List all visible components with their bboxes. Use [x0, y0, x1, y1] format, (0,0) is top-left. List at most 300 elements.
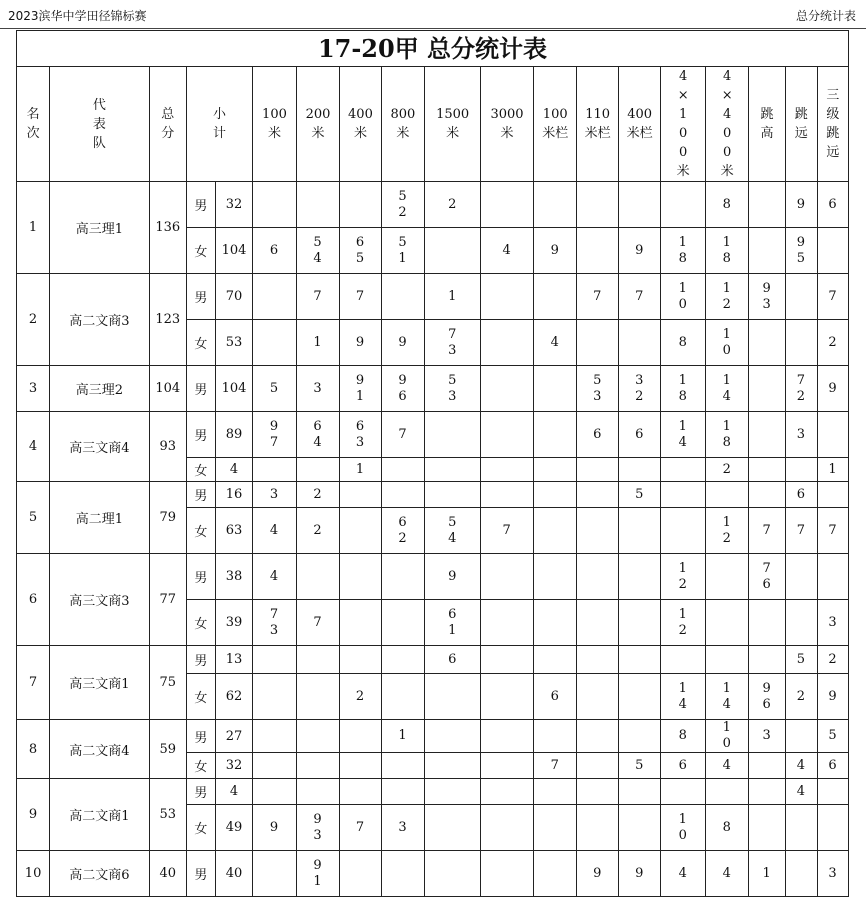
team-name-cell: 高三理2 [50, 366, 149, 412]
score-value: 5 [635, 757, 644, 773]
score-cell [705, 646, 749, 674]
score-cell [817, 646, 848, 674]
score-cell [705, 320, 749, 366]
score-cell [618, 482, 660, 508]
score-cell [749, 720, 785, 753]
team-name-cell: 高二文商1 [50, 779, 149, 851]
gender-cell: 女 [186, 674, 215, 720]
score-value: 93 [313, 811, 322, 843]
score-cell [817, 320, 848, 366]
score-cell [577, 779, 618, 805]
score-cell [340, 458, 381, 482]
score-cell [296, 753, 340, 779]
score-cell [577, 320, 618, 366]
score-value: 3 [828, 865, 837, 881]
col-event: 三级跳远 [817, 67, 848, 182]
score-cell [481, 482, 534, 508]
score-cell [296, 554, 340, 600]
score-cell [817, 600, 848, 646]
rank-cell: 3 [17, 366, 50, 412]
score-value: 18 [678, 372, 687, 404]
score-value: 9 [593, 865, 602, 881]
score-cell [577, 182, 618, 228]
table-header-row [17, 67, 849, 182]
score-value: 7 [593, 288, 602, 304]
score-value: 91 [313, 857, 322, 889]
score-cell [340, 646, 381, 674]
score-value: 7 [355, 288, 365, 304]
score-value: 4 [796, 757, 805, 773]
score-value: 5 [796, 651, 805, 667]
score-cell [296, 228, 340, 274]
score-cell [749, 600, 785, 646]
score-cell [661, 646, 706, 674]
score-cell [533, 646, 577, 674]
subtotal-cell: 40 [215, 851, 252, 897]
score-value: 51 [398, 234, 407, 266]
team-total-cell: 77 [149, 554, 186, 646]
score-value: 5 [635, 486, 644, 502]
table-row [17, 554, 849, 600]
score-cell [618, 600, 660, 646]
rank-cell: 5 [17, 482, 50, 554]
score-cell [618, 412, 660, 458]
score-cell [785, 182, 817, 228]
score-cell [749, 482, 785, 508]
gender-cell: 女 [186, 753, 215, 779]
subtotal-cell: 62 [215, 674, 252, 720]
score-value: 9 [269, 819, 279, 835]
score-cell [481, 320, 534, 366]
score-cell [817, 674, 848, 720]
score-cell [253, 320, 297, 366]
score-cell [296, 458, 340, 482]
score-value: 4 [722, 865, 731, 881]
score-value: 64 [313, 418, 322, 450]
score-value: 8 [722, 819, 731, 835]
score-cell [481, 805, 534, 851]
score-cell [253, 366, 297, 412]
score-value: 2 [828, 334, 837, 350]
score-value: 95 [796, 234, 805, 266]
score-cell [340, 554, 381, 600]
score-cell [785, 720, 817, 753]
score-cell [705, 753, 749, 779]
gender-cell: 女 [186, 228, 215, 274]
score-cell [381, 458, 425, 482]
rank-cell: 8 [17, 720, 50, 779]
score-value: 62 [398, 514, 407, 546]
score-cell [296, 674, 340, 720]
score-cell [577, 228, 618, 274]
score-cell [253, 779, 297, 805]
score-cell [577, 851, 618, 897]
score-cell [661, 320, 706, 366]
score-cell [381, 320, 425, 366]
score-value: 3 [398, 819, 407, 835]
col-rank: 名次 [17, 67, 50, 182]
score-cell [661, 412, 706, 458]
score-cell [253, 600, 297, 646]
team-name-cell: 高三文商1 [50, 646, 149, 720]
score-value: 4 [550, 334, 559, 350]
score-value: 61 [448, 606, 457, 638]
score-value: 10 [678, 280, 687, 312]
score-cell [749, 274, 785, 320]
score-cell [817, 554, 848, 600]
col-event: 200米 [296, 67, 340, 182]
score-cell [577, 600, 618, 646]
score-value: 7 [828, 288, 837, 304]
score-value: 54 [313, 234, 322, 266]
score-value: 2 [796, 688, 805, 704]
rank-cell: 2 [17, 274, 50, 366]
score-value: 2 [355, 688, 365, 704]
score-cell [381, 482, 425, 508]
score-cell [618, 228, 660, 274]
score-cell [817, 412, 848, 458]
subtotal-cell: 32 [215, 753, 252, 779]
score-cell [618, 554, 660, 600]
score-cell [705, 720, 749, 753]
score-cell [533, 412, 577, 458]
score-cell [749, 182, 785, 228]
event-name: 2023滨华中学田径锦标赛 [8, 9, 147, 23]
score-cell [481, 274, 534, 320]
team-name-cell: 高二文商3 [50, 274, 149, 366]
score-cell [661, 554, 706, 600]
score-cell [705, 674, 749, 720]
score-cell [381, 753, 425, 779]
score-value: 5 [269, 380, 279, 396]
score-cell [749, 554, 785, 600]
score-cell [749, 320, 785, 366]
score-value: 4 [722, 757, 731, 773]
score-cell [749, 228, 785, 274]
score-cell [749, 851, 785, 897]
score-cell [577, 274, 618, 320]
col-event: 400米 [340, 67, 381, 182]
table-row [17, 412, 849, 458]
score-value: 7 [550, 757, 559, 773]
table-row [17, 366, 849, 412]
score-cell [749, 458, 785, 482]
gender-cell: 男 [186, 274, 215, 320]
score-value: 1 [398, 728, 407, 743]
score-cell [253, 851, 297, 897]
score-value: 12 [722, 280, 731, 312]
col-event: 3000米 [481, 67, 534, 182]
score-cell [705, 274, 749, 320]
score-cell [618, 182, 660, 228]
subtotal-cell: 27 [215, 720, 252, 753]
score-cell [661, 720, 706, 753]
score-cell [618, 366, 660, 412]
team-name-cell: 高二文商6 [50, 851, 149, 897]
score-cell [577, 554, 618, 600]
rank-cell: 1 [17, 182, 50, 274]
score-cell [785, 554, 817, 600]
score-cell [381, 720, 425, 753]
table-body [17, 182, 849, 897]
score-cell [618, 508, 660, 554]
team-name-cell: 高三文商4 [50, 412, 149, 482]
score-cell [533, 674, 577, 720]
score-value: 2 [448, 196, 457, 212]
score-cell [425, 805, 481, 851]
subtotal-cell: 4 [215, 779, 252, 805]
score-cell [340, 720, 381, 753]
subtotal-cell: 13 [215, 646, 252, 674]
score-cell [749, 805, 785, 851]
score-cell [481, 851, 534, 897]
subtotal-cell: 104 [215, 366, 252, 412]
score-cell [661, 482, 706, 508]
score-cell [817, 228, 848, 274]
score-cell [785, 228, 817, 274]
score-cell [340, 412, 381, 458]
rank-cell: 7 [17, 646, 50, 720]
score-cell [533, 753, 577, 779]
score-value: 12 [678, 560, 687, 592]
score-value: 8 [678, 334, 687, 350]
gender-cell: 男 [186, 779, 215, 805]
score-value: 2 [722, 461, 731, 477]
score-value: 6 [796, 486, 805, 502]
score-cell [425, 366, 481, 412]
score-cell [296, 412, 340, 458]
gender-cell: 男 [186, 412, 215, 458]
score-cell [253, 753, 297, 779]
score-cell [785, 482, 817, 508]
score-cell [533, 482, 577, 508]
score-cell [481, 646, 534, 674]
score-cell [481, 412, 534, 458]
score-cell [618, 720, 660, 753]
score-value: 4 [269, 568, 279, 584]
score-cell [785, 600, 817, 646]
score-table [16, 66, 849, 897]
team-total-cell: 104 [149, 366, 186, 412]
score-cell [705, 508, 749, 554]
score-value: 3 [313, 380, 322, 396]
page-title: 17-20甲 总分统计表 [16, 30, 849, 66]
score-value: 10 [722, 326, 731, 358]
team-total-cell: 75 [149, 646, 186, 720]
score-cell [425, 508, 481, 554]
score-cell [481, 779, 534, 805]
team-total-cell: 79 [149, 482, 186, 554]
score-value: 3 [269, 486, 279, 502]
col-event: 800米 [381, 67, 425, 182]
score-value: 7 [635, 288, 644, 304]
score-cell [705, 779, 749, 805]
score-cell [340, 320, 381, 366]
score-cell [533, 779, 577, 805]
score-cell [253, 646, 297, 674]
score-cell [661, 182, 706, 228]
score-cell [253, 458, 297, 482]
gender-cell: 男 [186, 646, 215, 674]
score-cell [661, 228, 706, 274]
score-cell [705, 228, 749, 274]
score-cell [705, 482, 749, 508]
score-cell [381, 274, 425, 320]
score-cell [425, 779, 481, 805]
score-value: 3 [796, 426, 805, 442]
score-value: 18 [722, 418, 731, 450]
score-cell [381, 805, 425, 851]
score-value: 9 [448, 568, 457, 584]
gender-cell: 男 [186, 482, 215, 508]
score-cell [425, 182, 481, 228]
score-value: 76 [762, 560, 771, 592]
score-cell [749, 366, 785, 412]
score-value: 6 [269, 242, 279, 258]
score-cell [817, 779, 848, 805]
score-cell [705, 458, 749, 482]
score-value: 6 [635, 426, 644, 442]
score-value: 63 [355, 418, 365, 450]
score-value: 14 [722, 372, 731, 404]
score-value: 9 [828, 380, 837, 396]
score-cell [381, 600, 425, 646]
score-cell [618, 458, 660, 482]
score-cell [577, 805, 618, 851]
table-row [17, 482, 849, 508]
score-cell [577, 458, 618, 482]
score-cell [253, 674, 297, 720]
score-cell [381, 508, 425, 554]
score-cell [705, 600, 749, 646]
score-cell [785, 674, 817, 720]
score-value: 1 [313, 334, 322, 350]
score-cell [785, 366, 817, 412]
score-cell [425, 674, 481, 720]
score-cell [661, 674, 706, 720]
score-cell [381, 366, 425, 412]
score-cell [481, 600, 534, 646]
team-name-cell: 高二理1 [50, 482, 149, 554]
score-cell [661, 851, 706, 897]
score-value: 1 [448, 288, 457, 304]
score-cell [817, 274, 848, 320]
score-cell [425, 646, 481, 674]
score-cell [296, 646, 340, 674]
score-cell [577, 366, 618, 412]
score-value: 96 [398, 372, 407, 404]
score-cell [817, 851, 848, 897]
score-cell [253, 508, 297, 554]
score-value: 4 [269, 522, 279, 538]
table-row [17, 851, 849, 897]
score-cell [253, 805, 297, 851]
score-cell [425, 482, 481, 508]
score-value: 14 [722, 680, 731, 712]
score-cell [481, 508, 534, 554]
score-cell [661, 366, 706, 412]
score-cell [785, 320, 817, 366]
score-value: 9 [828, 688, 837, 704]
score-value: 9 [398, 334, 407, 350]
score-cell [785, 458, 817, 482]
score-value: 54 [448, 514, 457, 546]
score-value: 12 [678, 606, 687, 638]
team-total-cell: 123 [149, 274, 186, 366]
gender-cell: 女 [186, 805, 215, 851]
score-value: 9 [550, 242, 559, 258]
team-total-cell: 93 [149, 412, 186, 482]
score-cell [425, 320, 481, 366]
gender-cell: 男 [186, 720, 215, 753]
score-cell [340, 228, 381, 274]
score-cell [705, 366, 749, 412]
score-cell [533, 851, 577, 897]
score-cell [785, 851, 817, 897]
score-cell [481, 458, 534, 482]
score-value: 73 [269, 606, 279, 638]
score-cell [533, 508, 577, 554]
score-cell [340, 753, 381, 779]
score-value: 4 [796, 783, 805, 799]
score-value: 2 [828, 651, 837, 667]
score-value: 53 [448, 372, 457, 404]
score-cell [817, 482, 848, 508]
score-cell [533, 228, 577, 274]
subtotal-cell: 39 [215, 600, 252, 646]
score-cell [425, 753, 481, 779]
score-cell [253, 274, 297, 320]
score-cell [577, 753, 618, 779]
score-cell [618, 851, 660, 897]
score-cell [705, 805, 749, 851]
gender-cell: 女 [186, 320, 215, 366]
gender-cell: 女 [186, 508, 215, 554]
score-cell [481, 366, 534, 412]
score-cell [425, 412, 481, 458]
score-cell [661, 508, 706, 554]
score-cell [481, 554, 534, 600]
score-cell [253, 182, 297, 228]
score-cell [296, 508, 340, 554]
score-cell [785, 805, 817, 851]
rank-cell: 4 [17, 412, 50, 482]
subtotal-cell: 53 [215, 320, 252, 366]
score-cell [785, 646, 817, 674]
rank-cell: 9 [17, 779, 50, 851]
score-cell [533, 458, 577, 482]
score-value: 53 [593, 372, 602, 404]
table-row [17, 779, 849, 805]
score-value: 6 [550, 688, 559, 704]
score-cell [817, 508, 848, 554]
score-cell [785, 274, 817, 320]
gender-cell: 男 [186, 554, 215, 600]
gender-cell: 男 [186, 366, 215, 412]
score-cell [661, 753, 706, 779]
score-value: 7 [313, 288, 322, 304]
score-cell [661, 600, 706, 646]
score-value: 97 [269, 418, 279, 450]
score-cell [749, 508, 785, 554]
score-value: 32 [635, 372, 644, 404]
score-cell [340, 674, 381, 720]
team-total-cell: 59 [149, 720, 186, 779]
score-cell [533, 182, 577, 228]
subtotal-cell: 49 [215, 805, 252, 851]
score-cell [817, 720, 848, 753]
score-cell [340, 182, 381, 228]
